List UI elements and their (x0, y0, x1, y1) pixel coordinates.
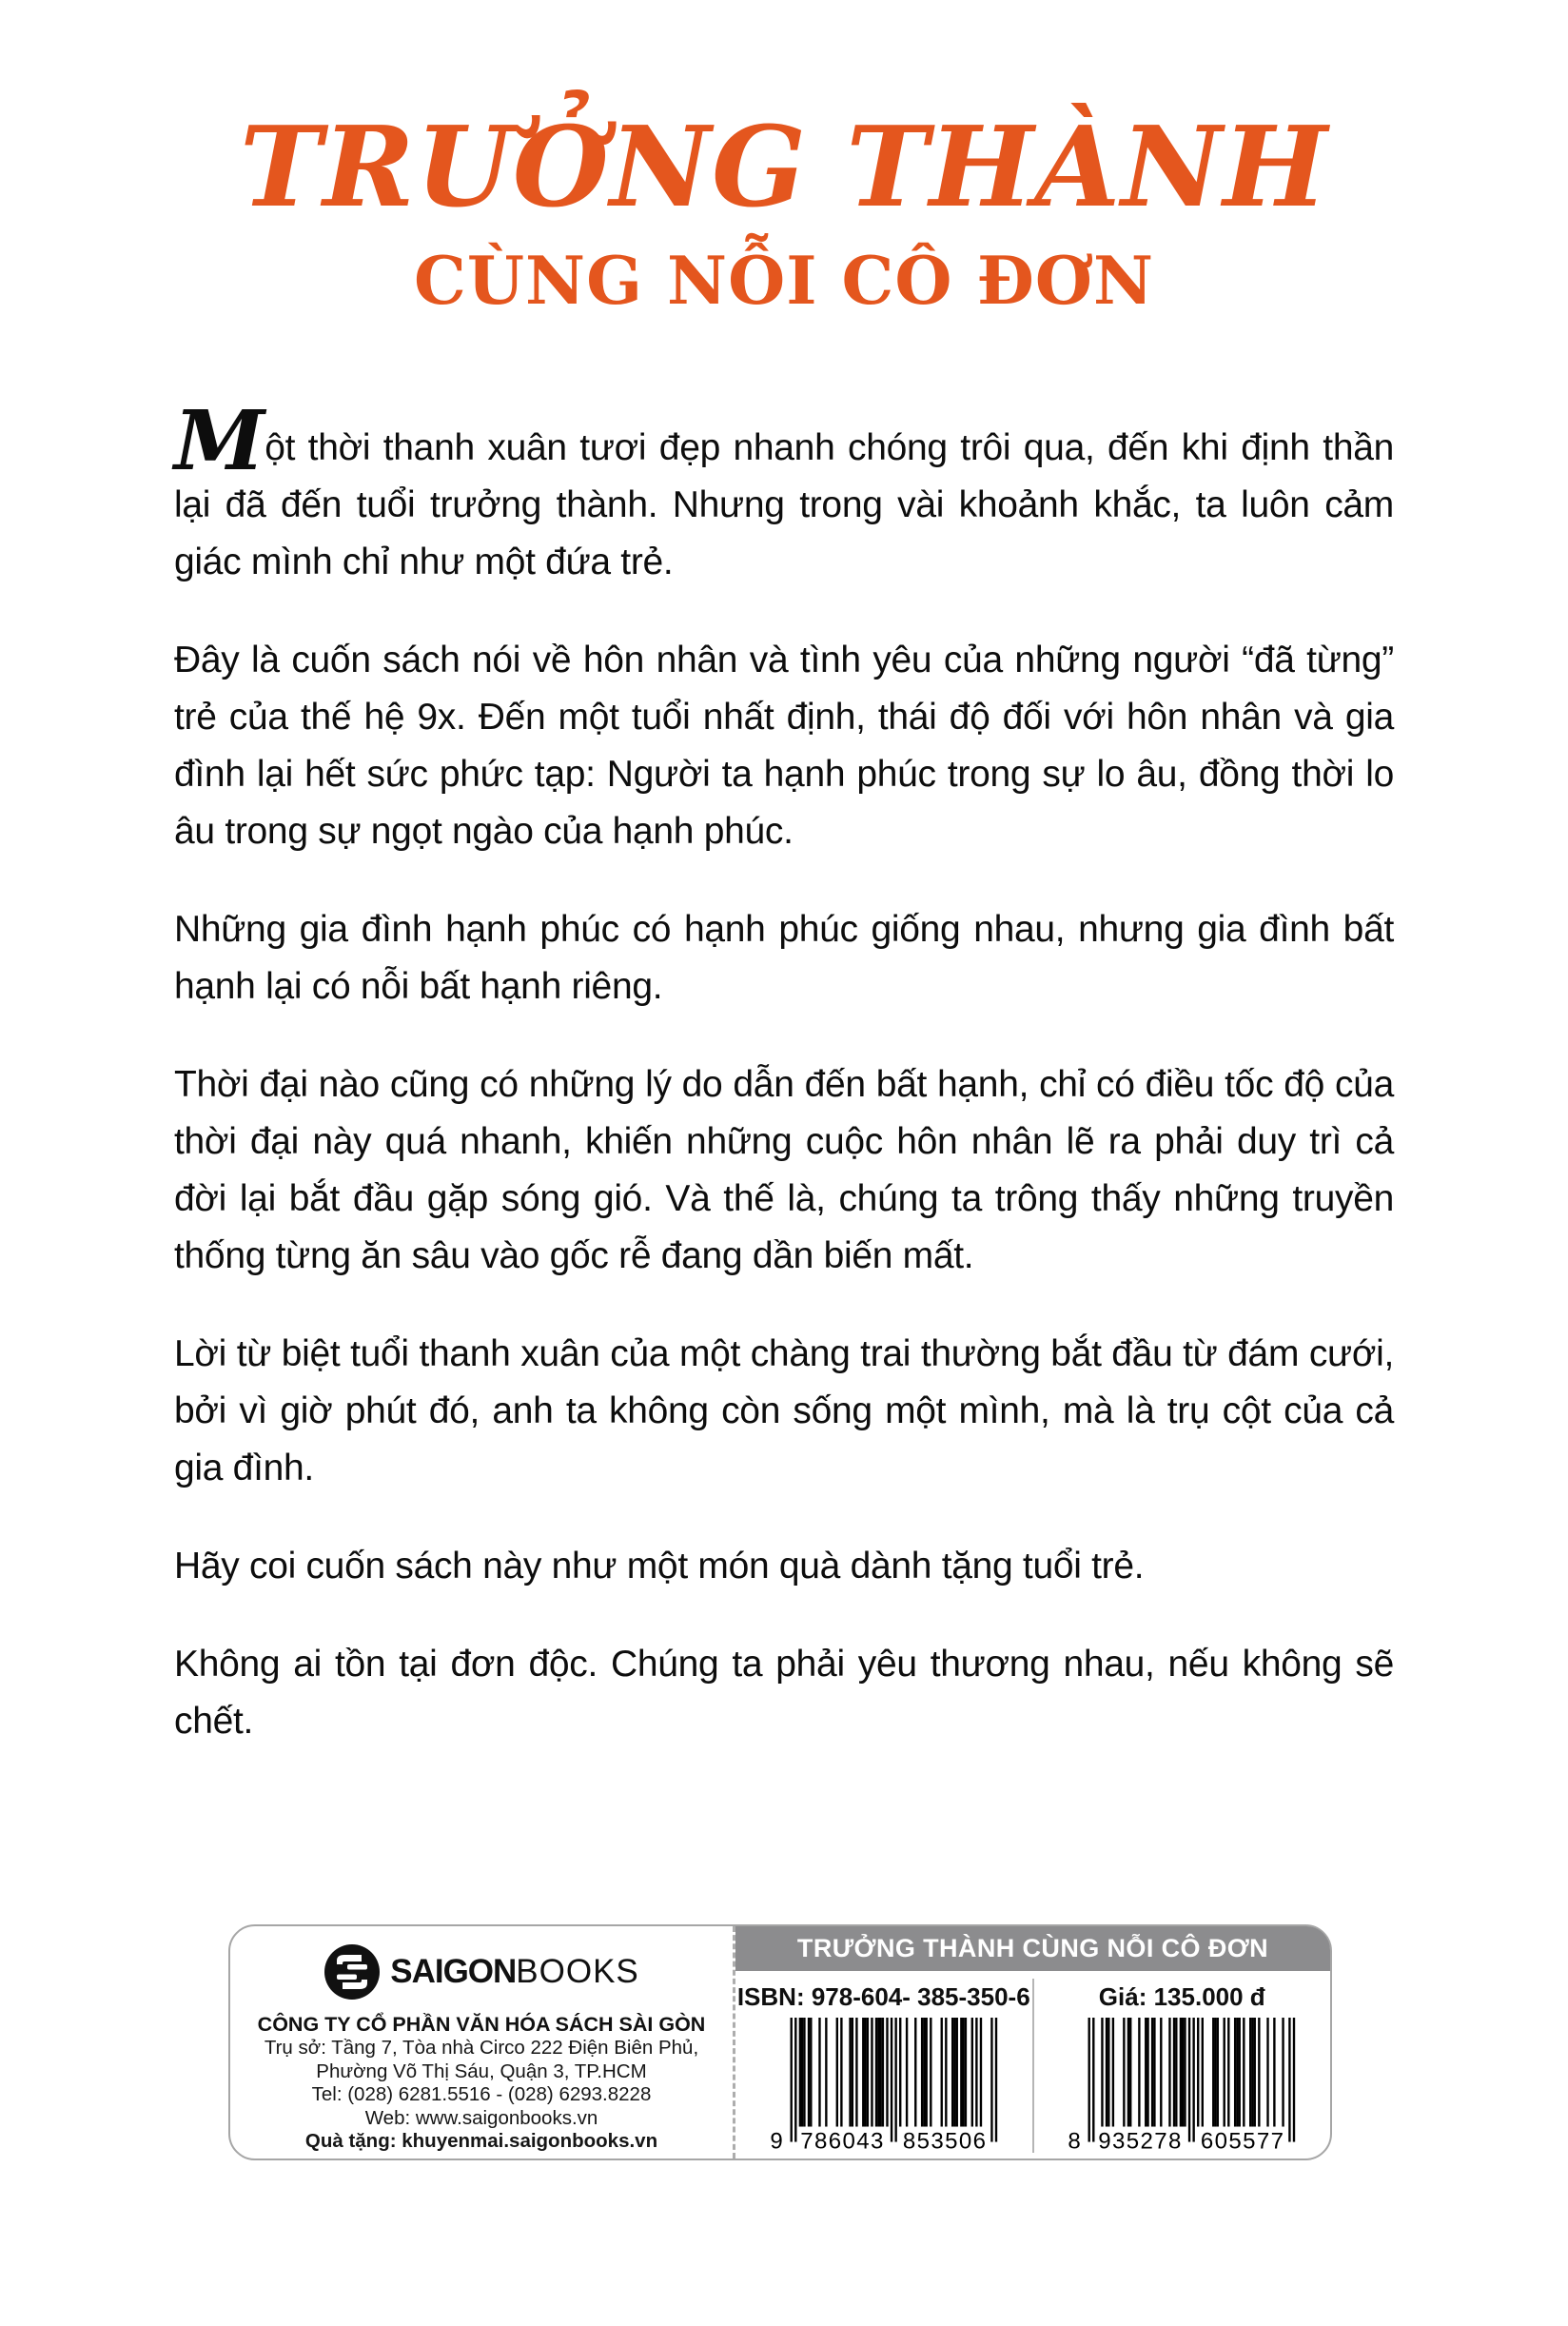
publisher-barcode-box (228, 1924, 1332, 2160)
barcode-panel-title: TRƯỞNG THÀNH CÙNG NỖI CÔ ĐƠN (735, 1926, 1330, 1971)
publisher-logo (230, 1942, 733, 2002)
svg-text:605577: 605577 (1201, 2128, 1285, 2153)
company-tel: Tel: (028) 6281.5516 - (028) 6293.8228 (311, 2083, 652, 2105)
svg-text:9: 9 (770, 2128, 784, 2153)
svg-text:935278: 935278 (1098, 2128, 1183, 2153)
book-title: TRƯỞNG THÀNH (240, 103, 1328, 232)
price-section (1032, 1979, 1331, 2153)
wordmark-saigon: SAIGON (390, 1953, 517, 1990)
company-name: CÔNG TY CỔ PHẦN VĂN HÓA SÁCH SÀI GÒN (257, 2013, 706, 2036)
publisher-panel (230, 1926, 733, 2158)
paragraph: Không ai tồn tại đơn độc. Chúng ta phải yêu thương nhau, nếu không sẽ chết. (174, 1644, 1394, 1743)
isbn-section (735, 1979, 1032, 2153)
svg-text:853506: 853506 (902, 2128, 988, 2153)
paragraph: Những gia đình hạnh phúc có hạnh phúc giống nhau, nhưng gia đình bất hạnh lại có nỗi bất hạnh riêng. (174, 909, 1394, 1008)
saigonbooks-logo-icon (323, 1943, 381, 2001)
isbn-barcode (756, 2018, 1011, 2153)
company-address-line2: Phường Võ Thị Sáu, Quận 3, TP.HCM (316, 2060, 647, 2082)
isbn-label: ISBN: 978-604- 385-350-6 (736, 1982, 1030, 2011)
title-block (0, 0, 1568, 320)
price-barcode (1054, 2018, 1309, 2153)
company-gift: Quà tặng: khuyenmai.saigonbooks.vn (304, 2130, 658, 2152)
saigonbooks-wordmark (390, 1953, 639, 1991)
price-label: Giá: 135.000 đ (1098, 1982, 1265, 2011)
dropcap-initial: M (174, 393, 263, 490)
company-address-line1: Trụ sở: Tầng 7, Tòa nhà Circo 222 Điện Biên Phủ, (264, 2037, 699, 2059)
paragraph: Đây là cuốn sách nói về hôn nhân và tình yêu của những người “đã từng” trẻ của thế hệ 9x. Đến một tuổi nhất định, thái độ đối với hôn nhân và gia đình lại hết sức phức tạp: Người ta hạnh phúc trong sự lo âu, đồng thời lo âu trong sự ngọt ngào của hạnh phúc. (174, 640, 1394, 853)
wordmark-books: BOOKS (516, 1953, 639, 1990)
paragraph: Thời đại nào cũng có những lý do dẫn đến bất hạnh, chỉ có điều tốc độ của thời đại này quá nhanh, khiến những cuộc hôn nhân lẽ ra phải duy trì cả đời lại bắt đầu gặp sóng gió. Và thế là, chúng ta trông thấy những truyền thống từng ăn sâu vào gốc rễ đang dần biến mất. (174, 1064, 1394, 1277)
book-subtitle: CÙNG NỖI CÔ ĐƠN (413, 242, 1155, 320)
paragraph: Một thời thanh xuân tươi đẹp nhanh chóng trôi qua, đến khi định thần lại đã đến tuổi trưởng thành. Nhưng trong vài khoảnh khắc, ta luôn cảm giác mình chỉ như một đứa trẻ. (174, 393, 1394, 583)
barcode-panel (733, 1926, 1330, 2158)
paragraph: Lời từ biệt tuổi thanh xuân của một chàng trai thường bắt đầu từ đám cưới, bởi vì giờ phút đó, anh ta không còn sống một mình, mà là trụ cột của cả gia đình. (174, 1333, 1394, 1489)
barcode-panel-body (735, 1971, 1330, 2158)
synopsis-text (174, 393, 1394, 1750)
svg-text:8: 8 (1068, 2128, 1083, 2153)
paragraph: Hãy coi cuốn sách này như một món quà dành tặng tuổi trẻ. (174, 1546, 1145, 1587)
company-web: Web: www.saigonbooks.vn (364, 2106, 598, 2129)
svg-text:786043: 786043 (800, 2128, 885, 2153)
